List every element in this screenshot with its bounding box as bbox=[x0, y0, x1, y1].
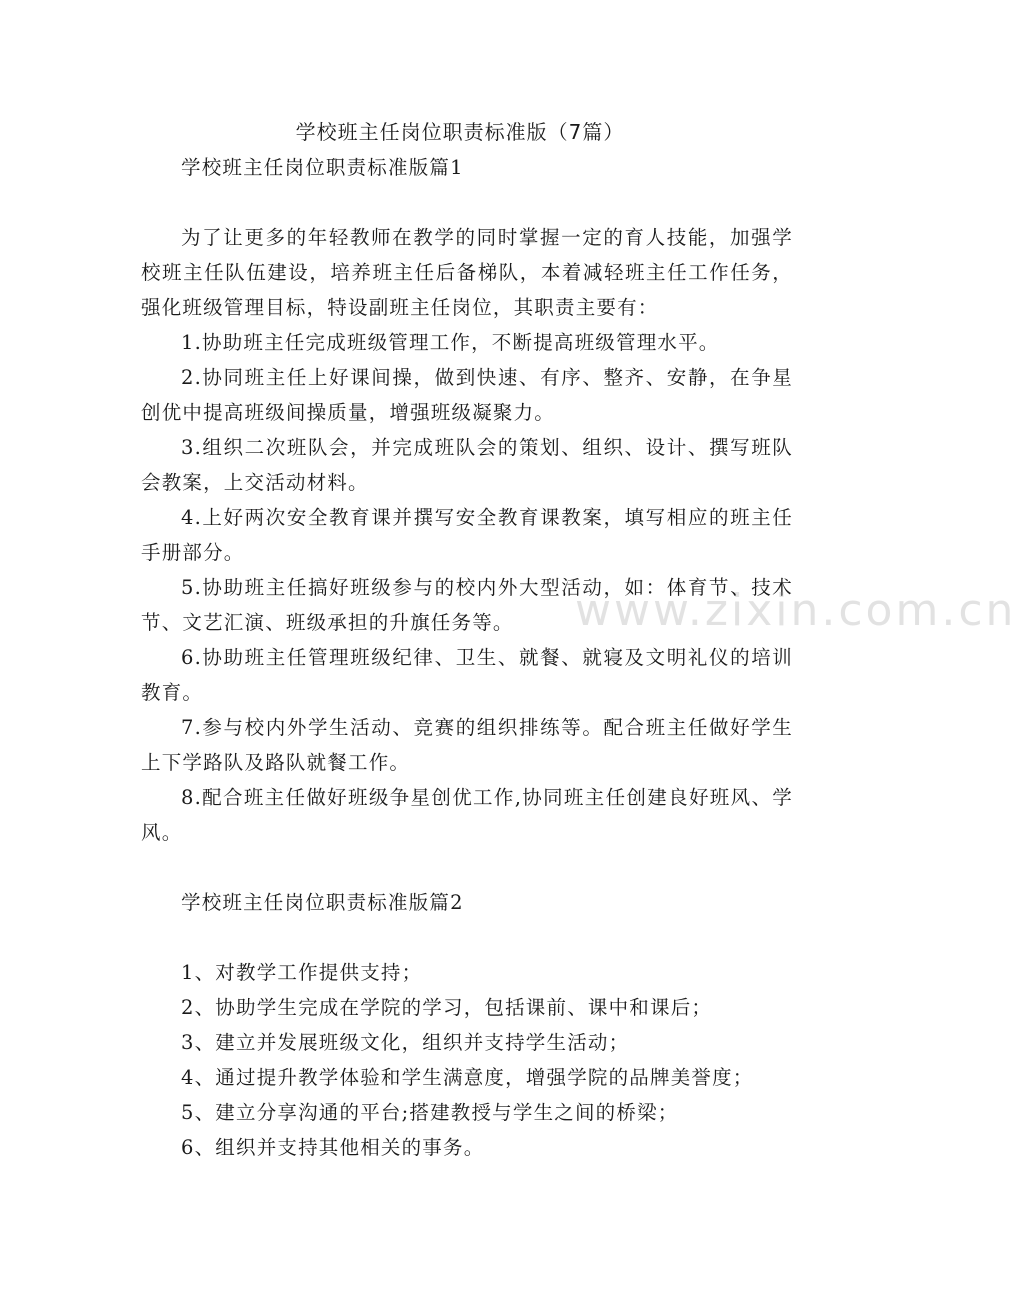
section1-item: 6.协助班主任管理班级纪律、卫生、就餐、就寝及文明礼仪的培训教育。 bbox=[141, 646, 793, 704]
section1-item: 8.配合班主任做好班级争星创优工作,协同班主任创建良好班风、学风。 bbox=[141, 786, 793, 844]
section1-item: 2.协同班主任上好课间操，做到快速、有序、整齐、安静，在争星创优中提高班级间操质量，增强班级凝聚力。 bbox=[141, 366, 793, 424]
section1-item: 1.协助班主任完成班级管理工作，不断提高班级管理水平。 bbox=[181, 331, 720, 354]
document-body bbox=[141, 150, 793, 1165]
section2-item: 3、建立并发展班级文化，组织并支持学生活动； bbox=[181, 1031, 630, 1054]
section1-item: 3.组织二次班队会，并完成班队会的策划、组织、设计、撰写班队会教案，上交活动材料。 bbox=[141, 436, 793, 494]
section2-item: 4、通过提升教学体验和学生满意度，增强学院的品牌美誉度； bbox=[181, 1066, 754, 1089]
section1-intro: 为了让更多的年轻教师在教学的同时掌握一定的育人技能，加强学校班主任队伍建设，培养班主任后备梯队，本着减轻班主任工作任务，强化班级管理目标，特设副班主任岗位，其职责主要有： bbox=[141, 226, 793, 319]
section1-heading: 学校班主任岗位职责标准版篇1 bbox=[181, 156, 464, 179]
section2-item: 2、协助学生完成在学院的学习，包括课前、课中和课后； bbox=[181, 996, 713, 1019]
section1-item: 5.协助班主任搞好班级参与的校内外大型活动，如：体育节、技术节、文艺汇演、班级承担的升旗任务等。 bbox=[141, 576, 793, 634]
section2-item: 1、对教学工作提供支持； bbox=[181, 961, 423, 984]
section2-item: 6、组织并支持其他相关的事务。 bbox=[181, 1136, 485, 1159]
blank-line bbox=[141, 920, 793, 955]
blank-line bbox=[141, 185, 793, 220]
section2-item: 5、建立分享沟通的平台;搭建教授与学生之间的桥梁； bbox=[181, 1101, 679, 1124]
document-title: 学校班主任岗位职责标准版（7篇） bbox=[295, 120, 625, 144]
watermark: www.zixin.com.cn bbox=[575, 585, 1016, 636]
section2-heading: 学校班主任岗位职责标准版篇2 bbox=[181, 891, 464, 914]
blank-line bbox=[141, 850, 793, 885]
section1-item: 4.上好两次安全教育课并撰写安全教育课教案，填写相应的班主任手册部分。 bbox=[141, 506, 793, 564]
section1-item: 7.参与校内外学生活动、竞赛的组织排练等。配合班主任做好学生上下学路队及路队就餐工作。 bbox=[141, 716, 793, 774]
